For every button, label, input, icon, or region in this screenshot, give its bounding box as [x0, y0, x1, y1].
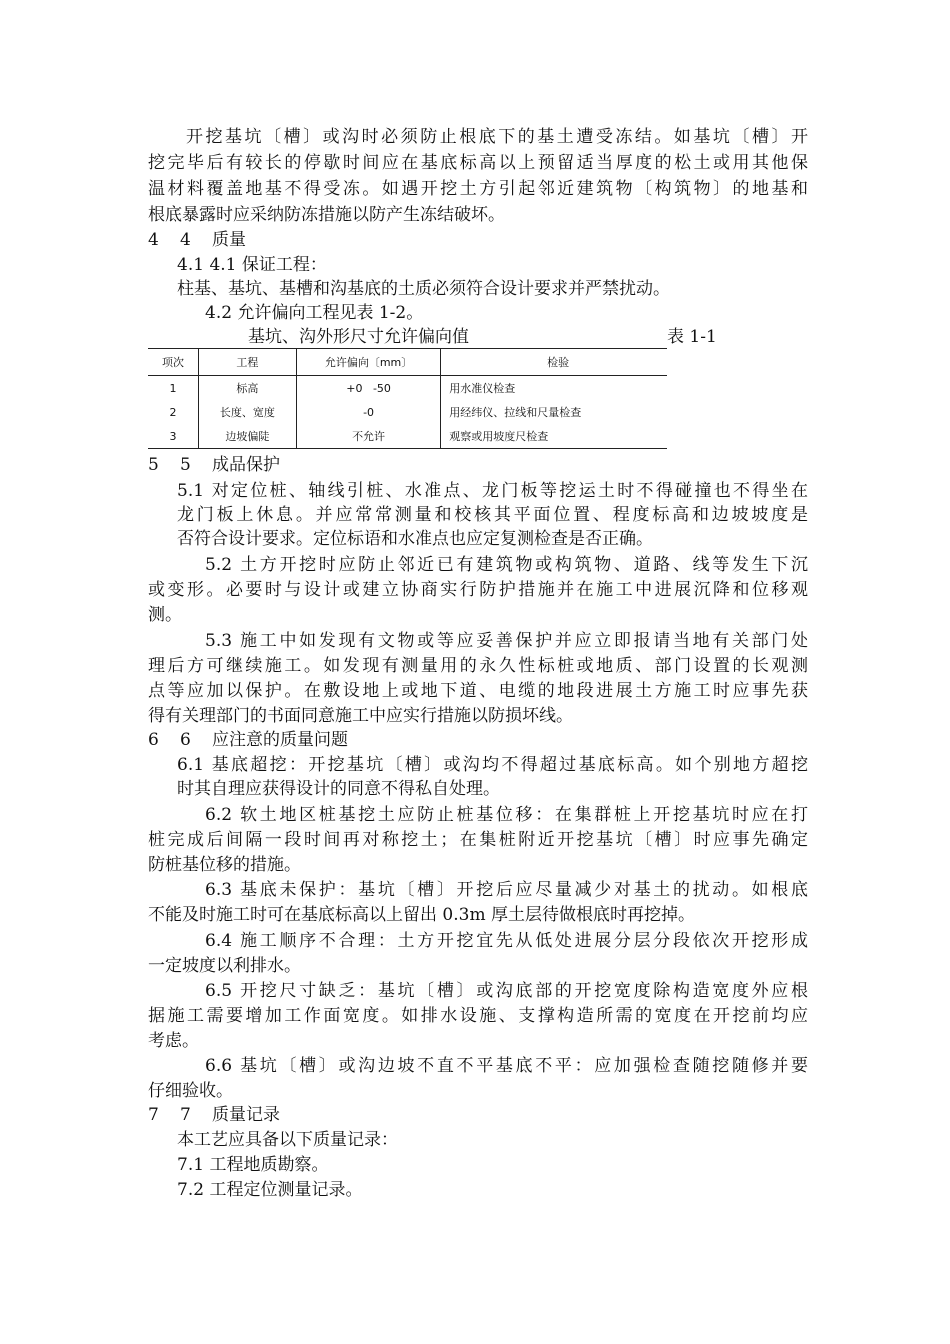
- item-5-2-line-3: 测。: [148, 605, 182, 625]
- intro-line-1: 开挖基坑〔槽〕或沟时必须防止根底下的基土遭受冻结。如基坑〔槽〕开: [186, 127, 808, 147]
- table-cell: -0: [296, 400, 440, 424]
- section-4-heading: [148, 228, 808, 252]
- tolerance-table: [148, 348, 667, 449]
- section-title: 成品保护: [212, 455, 280, 475]
- table-cell: 2: [169, 405, 177, 419]
- section-title: 质量: [212, 230, 246, 250]
- item-5-1-line-2: 龙门板上休息。并应常常测量和校核其平面位置、程度标高和边坡坡度是: [177, 505, 808, 525]
- item-5-2-line-2: 或变形。必要时与设计或建立协商实行防护措施并在施工中进展沉降和位移观: [148, 580, 808, 600]
- item-6-3-line-2: 不能及时施工时可在基底标高以上留出 0.3m 厚土层待做根底时再挖掉。: [148, 905, 695, 925]
- table-cell: 标高: [198, 376, 296, 401]
- table-cell: 3: [148, 424, 198, 449]
- item-5-1-line-3: 否符合设计要求。定位标语和水准点也应定复测检查是否正确。: [177, 529, 653, 549]
- item-7-1: 7.1 工程地质勘察。: [177, 1155, 329, 1175]
- item-6-5-line-3: 考虑。: [148, 1031, 199, 1051]
- table-cell: 1: [169, 381, 177, 395]
- table-cell: 用水准仪检查: [441, 376, 667, 401]
- item-5-3-line-1: 5.3 施工中如发现有文物或等应妥善保护并应立即报请当地有关部门处: [205, 631, 808, 651]
- section-number: 6: [148, 730, 159, 750]
- item-6-2-line-3: 防桩基位移的措施。: [148, 855, 301, 875]
- table-row: [148, 376, 667, 401]
- section-number: 6: [180, 730, 191, 750]
- section-number: 4: [180, 230, 191, 250]
- item-6-4-line-1: 6.4 施工顺序不合理：土方开挖宜先从低处进展分层分段依次开挖形成: [205, 931, 808, 951]
- item-6-1-line-2: 时其自理应获得设计的同意不得私自处理。: [177, 779, 500, 799]
- table-caption: 基坑、沟外形尺寸允许偏向值: [248, 327, 469, 347]
- item-6-2-line-1: 6.2 软土地区桩基挖土应防止桩基位移：在集群桩上开挖基坑时应在打: [205, 805, 808, 825]
- table-cell: 边坡偏陡: [198, 424, 296, 449]
- table-header-cell: 允许偏向〔mm〕: [296, 349, 440, 376]
- item-6-1-line-1: 6.1 基底超挖：开挖基坑〔槽〕或沟均不得超过基底标高。如个别地方超挖: [177, 755, 808, 775]
- section-number: 5: [180, 455, 191, 475]
- intro-line-4: 根底暴露时应采纳防冻措施以防产生冻结破坏。: [148, 205, 505, 225]
- item-4-1-body: 柱基、基坑、基槽和沟基底的土质必须符合设计要求并严禁扰动。: [177, 279, 670, 299]
- item-6-5-line-1: 6.5 开挖尺寸缺乏：基坑〔槽〕或沟底部的开挖宽度除构造宽度外应根: [205, 981, 808, 1001]
- table-header-cell: 工程: [198, 349, 296, 376]
- table-cell: 观察或用坡度尺检查: [441, 424, 667, 449]
- item-5-1-line-1: 5.1 对定位桩、轴线引桩、水准点、龙门板等挖运土时不得碰撞也不得坐在: [177, 481, 808, 501]
- intro-line-3: 温材料覆盖地基不得受冻。如遇开挖土方引起邻近建筑物〔构筑物〕的地基和: [148, 179, 808, 199]
- item-6-2-line-2: 桩完成后间隔一段时间再对称挖土；在集桩附近开挖基坑〔槽〕时应事先确定: [148, 830, 808, 850]
- table-row: [148, 424, 667, 449]
- item-6-6-line-2: 仔细验收。: [148, 1081, 233, 1101]
- item-5-3-line-4: 得有关理部门的书面同意施工中应实行措施以防损坏线。: [148, 706, 573, 726]
- item-6-6-line-1: 6.6 基坑〔槽〕或沟边坡不直不平基底不平：应加强检查随挖随修并要: [205, 1056, 808, 1076]
- section-7-intro: 本工艺应具备以下质量记录：: [177, 1130, 398, 1150]
- section-title: 质量记录: [212, 1105, 280, 1125]
- item-5-2-line-1: 5.2 土方开挖时应防止邻近已有建筑物或构筑物、道路、线等发生下沉: [205, 555, 808, 575]
- item-6-3-line-1: 6.3 基底未保护：基坑〔槽〕开挖后应尽量减少对基土的扰动。如根底: [205, 880, 808, 900]
- section-title: 应注意的质量问题: [212, 730, 348, 750]
- table-cell: 长度、宽度: [198, 400, 296, 424]
- item-4-1: 4.1 4.1 保证工程：: [177, 255, 327, 275]
- item-7-2: 7.2 工程定位测量记录。: [177, 1180, 363, 1200]
- table-cell: 用经纬仪、拉线和尺量检查: [441, 400, 667, 424]
- table-cell: 不允许: [296, 424, 440, 449]
- table-cell: +0 -50: [296, 376, 440, 401]
- section-6-heading: [148, 728, 808, 752]
- item-5-3-line-3: 点等应加以保护。在敷设地上或地下道、电缆的地段进展土方施工时应事先获: [148, 681, 808, 701]
- section-5-heading: [148, 453, 808, 477]
- section-number: 5: [148, 455, 159, 475]
- item-4-2: 4.2 允许偏向工程见表 1-2。: [205, 303, 424, 323]
- section-number: 7: [148, 1105, 159, 1125]
- table-number: 表 1-1: [667, 327, 717, 347]
- item-6-5-line-2: 据施工需要增加工作面宽度。如排水设施、支撑构造所需的宽度在开挖前均应: [148, 1006, 808, 1026]
- item-5-3-line-2: 理后方可继续施工。如发现有测量用的永久性标桩或地质、部门设置的长观测: [148, 656, 808, 676]
- table-header-cell: 项次: [148, 349, 198, 376]
- table-header-cell: 检验: [441, 349, 667, 376]
- table-header-row: [148, 349, 667, 376]
- section-number: 7: [180, 1105, 191, 1125]
- intro-line-2: 挖完毕后有较长的停歇时间应在基底标高以上预留适当厚度的松土或用其他保: [148, 153, 808, 173]
- item-6-4-line-2: 一定坡度以利排水。: [148, 956, 301, 976]
- table-row: [148, 400, 667, 424]
- section-number: 4: [148, 230, 159, 250]
- section-7-heading: [148, 1103, 808, 1127]
